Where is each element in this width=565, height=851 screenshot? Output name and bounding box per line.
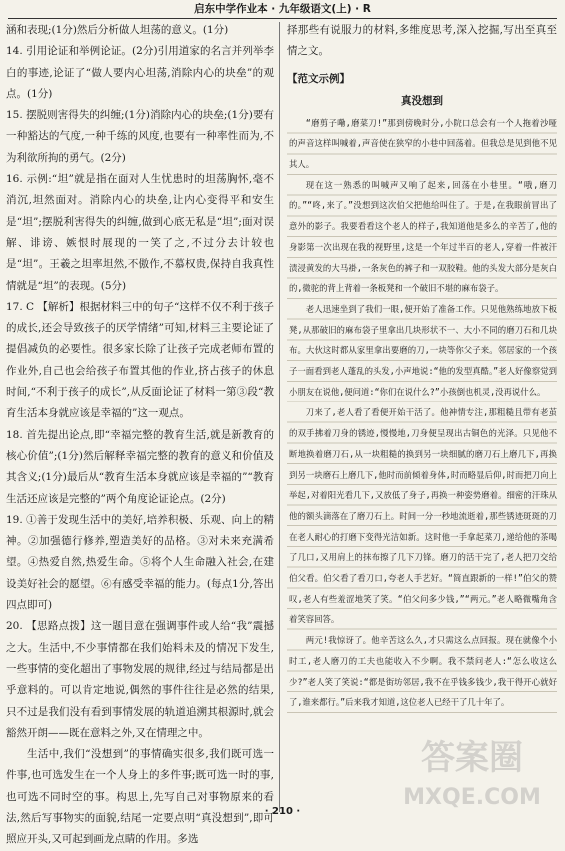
answer-paragraph: 14. 引用论证和举例论证。(2分)引用道家的名言并列举李白的事迹,论证了“做人要内心坦荡,消除内心的块垒”的观点。(1分)	[6, 45, 274, 100]
essay-paragraph: 刀来了,老人看了看便开始干活了。他神情专注,那粗糙且带有老茧的双手拂着刀身的锈迹,慢慢地,刀身便呈现出古铜色的光泽。只见他不断地换着磨刀石,从一块粗糙的换到另一块细腻的磨刀石上磨几下,再换到另一块磨石上磨几下,他时而前倾着身体,时而略显后仰,时而把刀向上举起,对着阳光看几下,又放低了身子,再换一种姿势磨着。细密的汗珠从他的额头滴落在了磨刀石上。时间一分一秒地流逝着,那些锈迹斑斑的刀在老人耐心的打磨下变得光洁如新。这时他一手拿起菜刀,递给他的茶喝了几口,又用肩上的抹布擦了几下刀锋。磨刀的活干完了,老人把刀交给伯父看。伯父看了看刀口,夸老人手艺好。“简直跟新的一样!”伯父的赞叹,老人有些羞涩地笑了笑。“伯父问多少钱,”“两元。”老人略微嘴角含着笑容回答。	[287, 402, 557, 630]
answer-paragraph: 17. C 【解析】根据材料三中的句子“这样不仅不利于孩子的成长,还会导致孩子的厌学情绪”可知,材料三主要论证了提倡减负的必要性。很多家长除了让孩子完成老师布置的作业外,自己也会给孩子布置其他的作业,挤占孩子的休息时间,“不利于孩子的成长”,从反面论证了材料一第③段“教育生活本身就应该是幸福的”这一观点。	[6, 300, 274, 420]
answer-paragraph: 生活中,我们“没想到”的事情确实很多,我们既可选一件事,也可选发生在一个人身上的多件事;既可选一时的事,也可选不同时空的事。构思上,先写自己对事物原来的看法,然后写事物实的面貌,结尾一定要点明“真没想到”,即可照应开头,又可起到画龙点睛的作用。多选	[6, 748, 274, 846]
answer-paragraph: 19. ①善于发现生活中的美好,培养积极、乐观、向上的精神。②加强德行修养,塑造美好的品格。③对未来充满希望。④热爱自然,热爱生命。⑤将个人生命融入社会,在建设美好社会的愿望。⑥有感受幸福的能力。(每点1分,答出四点即可)	[6, 513, 274, 612]
watermark-cn: 答案圈	[421, 738, 523, 778]
section-label: 【范文示例】	[287, 72, 350, 85]
essay-title: 真没想到	[401, 94, 443, 107]
answer-paragraph: 20. 【思路点拨】这一题目意在强调事件或人给“我”震撼之大。生活中,不少事情都在我们始料未及的情况下发生,一些事情的变化超出了事物发展的规律,经过与结局都是出乎意料的。可以肯定地说,偶然的事件往往是必然的结果,只不过是我们没有看到事情发展的轨道追溯其根源时,就会豁然开朗——既在意料之外,又在情理之中。	[6, 620, 274, 739]
essay-paragraph: 老人迅速坐到了我们一眼,便开始了准备工作。只见他熟练地放下板凳,从那破旧的麻布袋子里拿出几块形状不一、大小不同的磨刀石和几块布。大伙这时都从家里拿出要磨的刀,一块等你父子来。邻居家的一个孩子一面看到老人蓬乱的头发,小声地说:“他的发型真酷。”老人好像察觉到小朋友在说他,便问道:“你们在说什么?”小孩倒也机灵,没再说什么。	[287, 299, 557, 403]
answer-paragraph: 15. 摆脱则害得失的纠缠;(1分)消除内心的块垒;(1分)要有一种豁达的气度,一种千练的风度,也要有一种率性而为,不为利欲所拘的勇气。(2分)	[6, 109, 274, 164]
answer-paragraph: 18. 首先提出论点,即“幸福完整的教育生活,就是新教育的核心价值”;(1分)然后解释幸福完整的教育的意义和价值及其含义;(1分)最后从“教育生活本身就应该是幸福的”“教育生活还应该是完整的”两个角度论证论点。(2分)	[6, 428, 274, 505]
essay-column	[287, 20, 557, 713]
answer-paragraph: 16. 示例:“坦”就是指在面对人生忧患时的坦荡胸怀,毫不消沉,坦然面对。消除内心的块垒,让内心变得平和安生是“坦”;摆脱利害得失的纠缠,做到心底无私是“坦”;面对误解、诽谤、嫉恨时展现的一笑了之,不过分去计较也是“坦”。王羲之坦率坦然,不傲作,不慕权贵,保持自我真性情就是“坦”的表现。(5分)	[6, 173, 274, 292]
intro-paragraph: 择那些有说服力的材料,多维度思考,深入挖掘,写出至真至情之文。	[287, 24, 557, 58]
watermark-domain: MXQE.COM	[403, 785, 541, 810]
essay-paragraph: 现在这一熟悉的叫喊声又响了起来,回荡在小巷里。“哦,磨刀的。”“咚,来了。”没想到这次伯父把他给叫住了。于是,在我眼前冒出了意外的影子。我要看看这个老人的样子,我知道他是多么的辛苦了,他的身影第一次出现在我的视野里,这是一个年过半百的老人,穿着一件被汗渍浸黄发的大马褂,一条灰色的裤子和一双胶鞋。他的头发大部分是灰白的,微驼的背上背着一条板凳和一个破旧不堪的麻布袋子。	[287, 175, 557, 299]
running-header: 启东中学作业本 · 九年级语文(上) · R	[194, 3, 371, 15]
header-rule	[8, 18, 557, 19]
page-number: · 210 ·	[264, 806, 301, 817]
column-divider	[279, 22, 280, 812]
answer-column	[6, 20, 274, 851]
essay-paragraph: 两元!我惊讶了。他辛苦这么久,才只需这么点回报。现在就像个小时工,老人磨刀的工夫也能收入不少啊。我不禁问老人:“怎么收这么少?”老人笑了笑说:“都是街坊邻居,我不在乎钱多钱少,我干得开心就好了,谁来都行。”后来我才知道,这位老人已经干了几十年了。	[287, 630, 557, 713]
essay-paragraph: “磨剪子嘞,磨菜刀!”那到傍晚时分,小院口总会有一个人拖着沙哑的声音这样叫喊着,声音使在狭窄的小巷中回荡着。但我总是见到他不见其人。	[287, 113, 557, 175]
answer-paragraph: 涵和表现;(1分)然后分析做人坦荡的意义。(1分)	[6, 24, 229, 36]
